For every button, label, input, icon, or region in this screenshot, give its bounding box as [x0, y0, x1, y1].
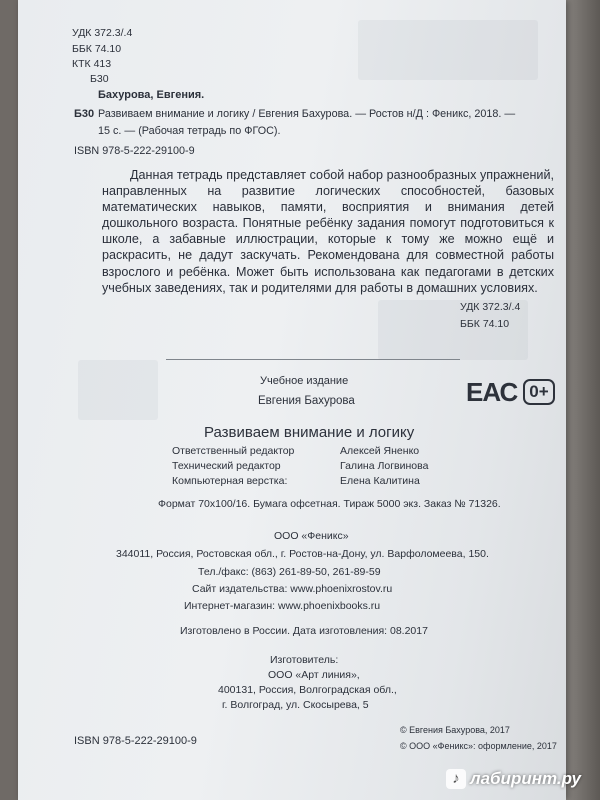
biblio-title: Развиваем внимание и логику / Евгения Бахурова. — Ростов н/Д : Феникс, 2018. — — [98, 108, 516, 120]
made-in-line: Изготовлено в России. Дата изготовления: 08.2017 — [180, 625, 428, 637]
publisher-phone: Тел./факс: (863) 261-89-50, 261-89-59 — [198, 566, 381, 578]
biblio-isbn: ISBN 978-5-222-29100-9 — [74, 145, 195, 157]
staff-name-1: Алексей Яненко — [340, 445, 420, 457]
ktk-code: КТК 413 — [72, 58, 112, 70]
show-through — [78, 360, 158, 420]
book-page — [18, 0, 566, 800]
staff-role-1: Ответственный редактор — [172, 445, 295, 457]
staff-role-3: Компьютерная верстка: — [172, 475, 288, 487]
manufacturer-label: Изготовитель: — [270, 654, 339, 666]
staff-name-2: Галина Логвинова — [340, 460, 429, 472]
footer-copyright-author: © Евгения Бахурова, 2017 — [400, 725, 510, 735]
format-line: Формат 70x100/16. Бумага офсетная. Тираж 5000 экз. Заказ № 71326. — [158, 498, 501, 510]
eac-mark: ЕАС — [466, 376, 518, 407]
watermark-text: лабиринт.ру — [470, 769, 581, 788]
staff-name-3: Елена Калитина — [340, 475, 420, 487]
edition-type: Учебное издание — [260, 375, 349, 387]
publisher-address: 344011, Россия, Ростовская обл., г. Ростов-на-Дону, ул. Варфоломеева, 150. — [116, 548, 489, 560]
publisher-shop: Интернет-магазин: www.phoenixbooks.ru — [184, 600, 381, 612]
manufacturer-name: ООО «Арт линия», — [268, 669, 360, 681]
imprint-author: Евгения Бахурова — [258, 395, 355, 407]
annotation-bbk: ББК 74.10 — [460, 318, 510, 330]
labirint-logo-icon: ♪ — [446, 769, 466, 789]
background-pages — [560, 0, 600, 800]
footer-isbn: ISBN 978-5-222-29100-9 — [74, 735, 197, 747]
publisher-site: Сайт издательства: www.phoenixrostov.ru — [192, 583, 393, 595]
age-rating-badge: 0+ — [523, 379, 554, 405]
biblio-mark: Б30 — [74, 108, 95, 120]
author-mark: Б30 — [90, 73, 109, 85]
footer-copyright-publisher: © ООО «Феникс»: оформление, 2017 — [400, 741, 557, 751]
manufacturer-address-1: 400131, Россия, Волгоградская обл., — [218, 684, 397, 696]
publisher-name: ООО «Феникс» — [274, 530, 349, 542]
section-divider — [166, 359, 460, 360]
udk-code: УДК 372.3/.4 — [72, 27, 133, 39]
labirint-watermark — [446, 764, 600, 794]
biblio-pages: 15 с. — (Рабочая тетрадь по ФГОС). — [98, 125, 281, 137]
annotation-udk: УДК 372.3/.4 — [460, 301, 521, 313]
bbk-code: ББК 74.10 — [72, 43, 122, 55]
staff-role-2: Технический редактор — [172, 460, 281, 472]
show-through — [358, 20, 538, 80]
biblio-author: Бахурова, Евгения. — [98, 89, 205, 101]
annotation-paragraph: Данная тетрадь представляет собой набор разнообразных упражнений, направленных на развитие логических способностей, базовых математических навыков, памяти, восприятия и внимания детей дошкольного возраста. Понятные ребёнку задания помогут подготовиться к школе, а забавные иллюстрации, которые к тому же можно ещё и раскрасить, не дадут заскучать. Рекомендована для совместной работы взрослого и ребёнка. Может быть использована как педагогами в детских учебных заведениях, так и родителями для работы в домашних условиях. — [102, 168, 554, 295]
manufacturer-address-2: г. Волгоград, ул. Скосырева, 5 — [222, 699, 369, 711]
imprint-title: Развиваем внимание и логику — [204, 424, 415, 441]
age-certification — [466, 372, 556, 412]
